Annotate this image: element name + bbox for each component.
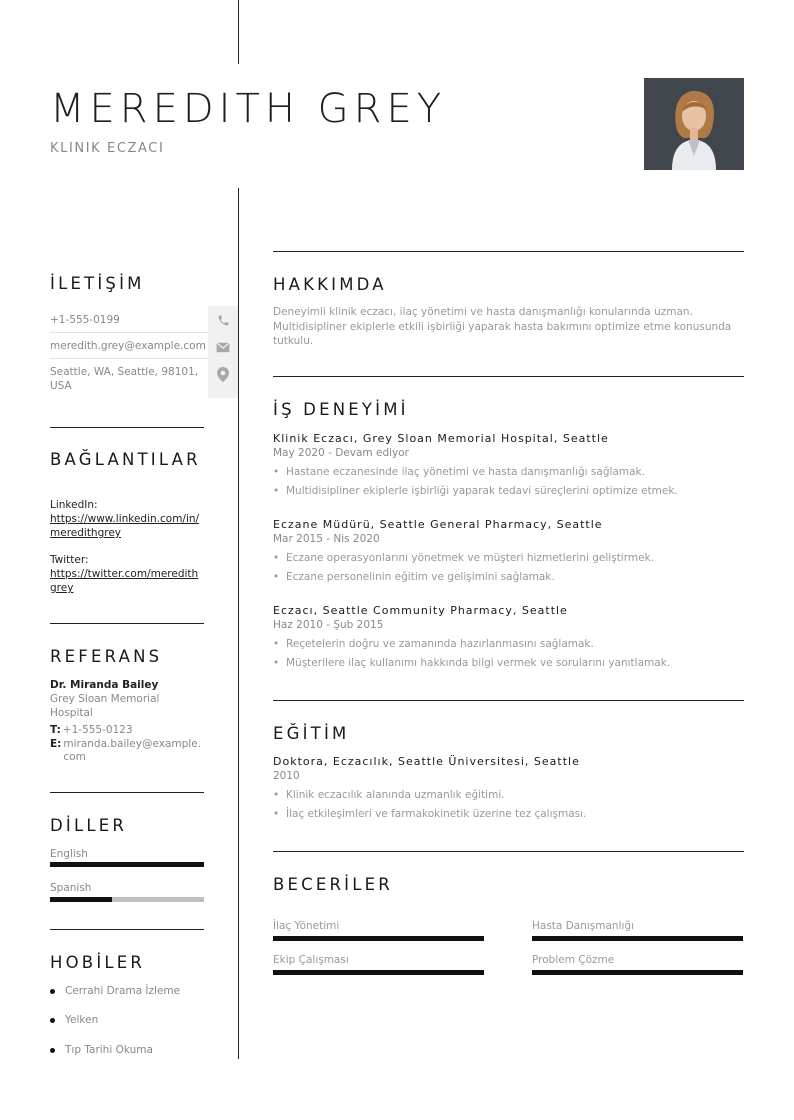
contact-separator [50,358,208,359]
job-entry [273,432,744,497]
main-divider [273,700,744,701]
hobbies-section-title: HOBİLER [50,953,146,972]
skill-level-bar [273,936,484,941]
language-name-spanish: Spanish [50,882,92,894]
skill-item [273,954,484,975]
skill-name: Ekip Çalışması [273,954,349,966]
language-level-fill [50,897,112,902]
job-bullet [273,552,744,564]
education-section-title: EĞİTİM [273,724,350,743]
bullet-dot-icon: • [273,485,280,497]
job-entry [273,604,744,669]
bullet-dot-icon: • [273,657,280,669]
contact-section-title: İLETİŞİM [50,274,145,293]
education-bullet [273,789,744,801]
bullet-dot-icon: • [273,571,280,583]
language-level-fill [50,862,204,867]
header-divider-line [238,0,239,64]
reference-name: Dr. Miranda Bailey [50,679,159,691]
bullet-dot-icon: • [273,466,280,478]
education-bullet-text: Klinik eczacılık alanında uzmanlık eğitimi. [286,789,505,801]
education-date: 2010 [273,770,300,782]
skill-level-bar [532,970,743,975]
references-section-title: REFERANS [50,647,163,666]
job-date: Haz 2010 - Şub 2015 [273,619,384,631]
contact-email-row [50,339,238,353]
contact-phone-row [50,313,238,327]
link-label: LinkedIn: [50,499,98,511]
job-bullet [273,485,744,497]
job-bullet-text: Eczane personelinin eğitim ve gelişimini sağlamak. [286,571,555,583]
hobby-label: Yelken [65,1014,99,1026]
job-title: Eczacı, Seattle Community Pharmacy, Seattle [273,604,568,617]
job-bullet-text: Reçetelerin doğru ve zamanında hazırlanmasını sağlamak. [286,638,594,650]
hobby-label: Tıp Tarihi Okuma [65,1044,153,1056]
job-bullet-text: Hastane eczanesinde ilaç yönetimi ve hasta danışmanlığı sağlamak. [286,466,645,478]
contact-separator [50,332,208,333]
reference-email-line [50,738,204,764]
contact-phone: +1-555-0199 [50,314,120,326]
job-bullet [273,638,744,650]
reference-entry [50,679,204,764]
job-bullet-text: Multidisipliner ekiplerle işbirliği yaparak tedavi süreçlerini optimize etmek. [286,485,678,497]
contact-address-row [50,365,238,393]
job-bullet-text: Müşterilere ilaç kullanımı hakkında bilgi vermek ve sorularını yanıtlamak. [286,657,671,669]
link-item-twitter [50,554,204,595]
job-date: Mar 2015 - Nis 2020 [273,533,380,545]
contact-email: meredith.grey@example.com [50,340,206,352]
skill-level-bar [532,936,743,941]
bullet-dot-icon [50,989,55,994]
reference-organization: Grey Sloan Memorial Hospital [50,693,160,719]
job-title: Eczane Müdürü, Seattle General Pharmacy, Seattle [273,518,603,531]
education-degree: Doktora, Eczacılık, Seattle Üniversitesi, Seattle [273,755,580,768]
job-bullet [273,466,744,478]
language-name-english: English [50,848,88,860]
main-divider [273,851,744,852]
skills-section-title: BECERİLER [273,875,393,894]
sidebar-divider [50,623,204,624]
about-text: Deneyimli klinik eczacı, ilaç yönetimi ve hasta danışmanlığı konularında uzman. Multidisipliner ekiplerle etkili işbirliği yaparak hasta bakımını optimize etme konusunda tutkulu. [273,306,732,347]
skill-name: İlaç Yönetimi [273,920,340,932]
candidate-role: KLINIK ECZACI [50,141,165,156]
about-section-title: HAKKIMDA [273,275,387,294]
reference-email-label: E: [50,738,62,750]
bullet-dot-icon [50,1018,55,1023]
links-section-title: BAĞLANTILAR [50,450,201,469]
skill-level-bar [273,970,484,975]
main-divider [273,376,744,377]
hobby-item [50,985,180,997]
column-divider-line [238,188,239,1059]
experience-section-title: İŞ DENEYİMİ [273,400,409,419]
bullet-dot-icon: • [273,638,280,650]
language-level-bar-english [50,862,204,867]
profile-photo [644,78,744,170]
job-entry [273,518,744,583]
job-title: Klinik Eczacı, Grey Sloan Memorial Hospital, Seattle [273,432,609,445]
main-divider [273,251,744,252]
job-bullet [273,571,744,583]
link-item-linkedin [50,499,204,540]
twitter-link[interactable]: https://twitter.com/meredithgrey [50,568,199,594]
language-level-bar-spanish [50,897,204,902]
skill-item [532,954,743,975]
sidebar-divider [50,929,204,930]
linkedin-link[interactable]: https://www.linkedin.com/in/meredithgrey [50,513,200,539]
skill-item [532,920,743,941]
job-bullet-text: Eczane operasyonlarını yönetmek ve müşteri hizmetlerini geliştirmek. [286,552,654,564]
job-date: May 2020 - Devam ediyor [273,447,409,459]
link-label: Twitter: [50,554,89,566]
reference-phone-line [50,724,204,737]
reference-phone-label: T: [50,724,61,736]
hobby-label: Cerrahi Drama İzleme [65,985,181,997]
hobby-item [50,1044,153,1056]
education-bullet-text: İlaç etkileşimleri ve farmakokinetik üzerine tez çalışması. [286,808,587,820]
languages-section-title: DİLLER [50,816,128,835]
bullet-dot-icon: • [273,789,280,801]
education-bullet [273,808,744,820]
skill-name: Hasta Danışmanlığı [532,920,634,932]
profile-photo-illustration [644,78,744,170]
reference-email: miranda.bailey@example.com [63,738,202,763]
sidebar-divider [50,427,204,428]
reference-phone: +1-555-0123 [62,724,133,736]
sidebar-divider [50,792,204,793]
education-entry [273,755,744,820]
skill-item [273,920,484,941]
job-bullet [273,657,744,669]
bullet-dot-icon [50,1048,55,1053]
candidate-name: MEREDITH GREY [50,86,447,132]
skill-name: Problem Çözme [532,954,615,966]
contact-address: Seattle, WA, Seattle, 98101, USA [50,366,199,392]
hobby-item [50,1014,98,1026]
bullet-dot-icon: • [273,808,280,820]
bullet-dot-icon: • [273,552,280,564]
